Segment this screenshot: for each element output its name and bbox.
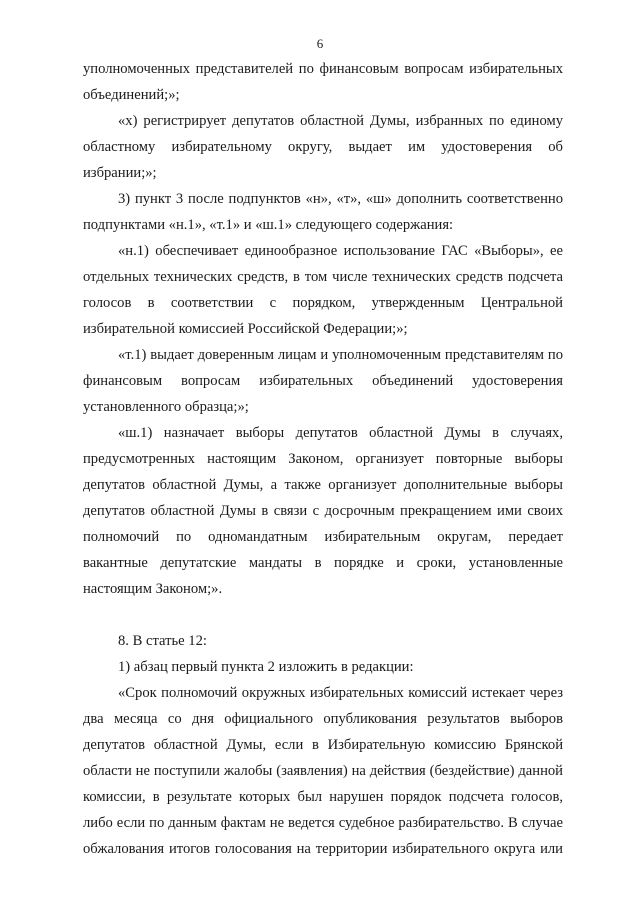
paragraph: 3) пункт 3 после подпунктов «н», «т», «ш» дополнить соответственно подпунктами «н.1», «т.1» и «ш.1» следующего содержания: [83, 191, 563, 233]
paragraph-gap [83, 602, 563, 628]
document-body [83, 56, 563, 862]
paragraph: «х) регистрирует депутатов областной Думы, избранных по единому областному избирательному округу, выдает им удостоверения об избрании;»; [83, 113, 563, 181]
paragraph-continued: «Срок полномочий окружных избирательных комиссий истекает через два месяца со дня официального опубликования результатов выборов депутатов областной Думы, если в Избирательную комиссию Брянской области не поступили жалобы (заявления) на действия (бездействие) данной комиссии, в результате которых был нарушен порядок подсчета голосов, либо если по данным фактам не ведется судебное разбирательство. В случае обжалования итогов голосования на территории избирательного округа или [83, 685, 563, 857]
paragraph: «ш.1) назначает выборы депутатов областной Думы в случаях, предусмотренных настоящим Законом, организует повторные выборы депутатов областной Думы, а также организует дополнительные выборы депутатов областной Думы в связи с досрочным прекращением ими своих полномочий по одномандатным избирательным округам, передает вакантные депутатские мандаты в порядке и сроки, установленные настоящим Законом;». [83, 425, 563, 597]
page-number: 6 [316, 36, 324, 51]
paragraph: 1) абзац первый пункта 2 изложить в редакции: [118, 659, 414, 675]
article-heading: 8. В статье 12: [118, 633, 207, 649]
paragraph: «т.1) выдает доверенным лицам и уполномоченным представителям по финансовым вопросам избирательных объединений удостоверения установленного образца;»; [83, 347, 563, 415]
paragraph: «н.1) обеспечивает единообразное использование ГАС «Выборы», ее отдельных технических средств, в том числе технических средств подсчета голосов в соответствии с порядком, утвержденным Центральной избирательной комиссией Российской Федерации;»; [83, 243, 563, 337]
paragraph: уполномоченных представителей по финансовым вопросам избирательных объединений;»; [83, 61, 563, 103]
